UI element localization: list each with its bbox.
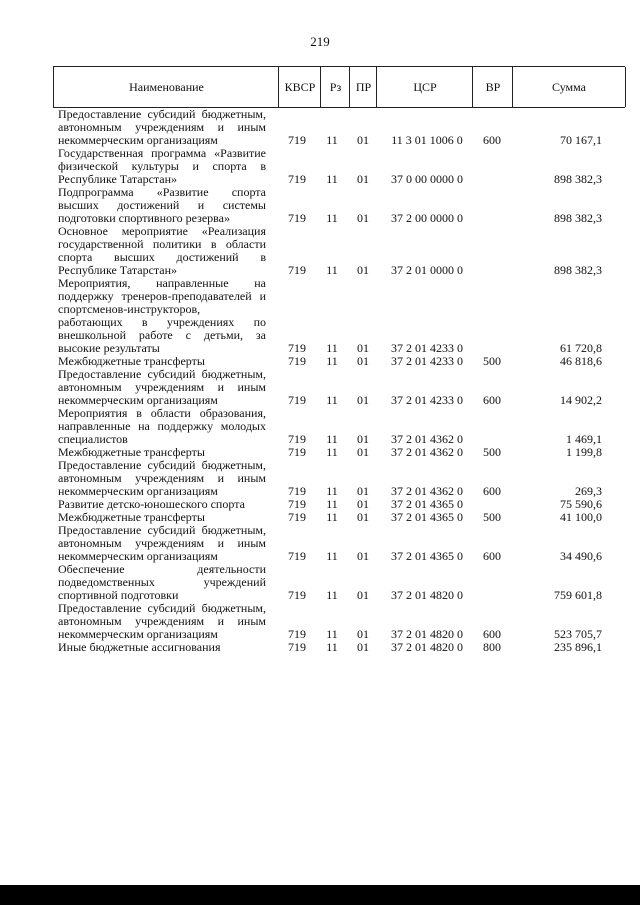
page-number: 219: [310, 34, 330, 49]
row-name: Основное мероприятие «Реализация государственной политики в области спорта высших достижений в Республике Татарстан»: [58, 224, 266, 277]
row-rz: 11: [326, 341, 338, 355]
row-kvsr: 719: [288, 445, 306, 459]
row-vr: 600: [483, 484, 501, 498]
row-pr: 01: [357, 211, 369, 225]
row-rz: 11: [326, 432, 338, 446]
row-kvsr: 719: [288, 133, 306, 147]
row-vr: 600: [483, 627, 501, 641]
row-name: Предоставление субсидий бюджетным, автономным учреждениям и иным некоммерческим организациям: [58, 367, 266, 407]
row-vr: 500: [483, 510, 501, 524]
row-sum: 1 469,1: [566, 432, 602, 446]
row-pr: 01: [357, 263, 369, 277]
row-rz: 11: [326, 263, 338, 277]
row-vr: 600: [483, 393, 501, 407]
row-rz: 11: [326, 354, 338, 368]
table-row: [0, 368, 640, 407]
row-kvsr: 719: [288, 627, 306, 641]
row-rz: 11: [326, 484, 338, 498]
row-name: Мероприятия в области образования, направленные на поддержку молодых специалистов: [58, 406, 266, 446]
row-vr: 600: [483, 549, 501, 563]
row-kvsr: 719: [288, 393, 306, 407]
row-rz: 11: [326, 172, 338, 186]
row-kvsr: 719: [288, 211, 306, 225]
header-pr: ПР: [349, 67, 377, 107]
row-sum: 46 818,6: [560, 354, 602, 368]
table-row: [0, 277, 640, 355]
header-sum: Сумма: [512, 67, 626, 107]
row-pr: 01: [357, 484, 369, 498]
row-sum: 41 100,0: [560, 510, 602, 524]
row-sum: 759 601,8: [554, 588, 602, 602]
row-name: Межбюджетные трансферты: [58, 354, 205, 368]
row-csr: 37 2 01 0000 0: [391, 263, 463, 277]
row-kvsr: 719: [288, 588, 306, 602]
row-name: Мероприятия, направленные на поддержку тренеров-преподавателей и спортсменов-инструкторов, работающих в учреждениях по внешкольной работе с детьми, за высокие результаты: [58, 276, 266, 355]
row-name: Предоставление субсидий бюджетным, автономным учреждениям и иным некоммерческим организациям: [58, 107, 266, 147]
row-rz: 11: [326, 627, 338, 641]
table-row: [0, 641, 640, 654]
row-vr: 500: [483, 445, 501, 459]
row-sum: 70 167,1: [560, 133, 602, 147]
row-pr: 01: [357, 497, 369, 511]
row-name: Межбюджетные трансферты: [58, 445, 205, 459]
row-rz: 11: [326, 445, 338, 459]
table-row: [0, 407, 640, 446]
row-kvsr: 719: [288, 549, 306, 563]
table-row: [0, 147, 640, 186]
table-row: [0, 563, 640, 602]
row-rz: 11: [326, 510, 338, 524]
header-name: Наименование: [53, 67, 279, 107]
row-rz: 11: [326, 393, 338, 407]
row-sum: 14 902,2: [560, 393, 602, 407]
row-sum: 75 590,6: [560, 497, 602, 511]
row-csr: 11 3 01 1006 0: [391, 133, 463, 147]
table-row: [0, 602, 640, 641]
header-rz: Рз: [320, 67, 350, 107]
row-sum: 898 382,3: [554, 263, 602, 277]
row-rz: 11: [326, 549, 338, 563]
row-sum: 898 382,3: [554, 172, 602, 186]
row-csr: 37 0 00 0000 0: [391, 172, 463, 186]
row-name: Государственная программа «Развитие физической культуры и спорта в Республике Татарстан»: [58, 146, 266, 186]
row-kvsr: 719: [288, 432, 306, 446]
row-kvsr: 719: [288, 263, 306, 277]
row-csr: 37 2 01 4820 0: [391, 627, 463, 641]
row-rz: 11: [326, 211, 338, 225]
row-vr: 600: [483, 133, 501, 147]
row-pr: 01: [357, 445, 369, 459]
row-kvsr: 719: [288, 497, 306, 511]
row-rz: 11: [326, 133, 338, 147]
row-pr: 01: [357, 549, 369, 563]
row-sum: 61 720,8: [560, 341, 602, 355]
row-csr: 37 2 01 4233 0: [391, 354, 463, 368]
table-body: [0, 108, 640, 654]
row-csr: 37 2 01 4365 0: [391, 497, 463, 511]
row-pr: 01: [357, 627, 369, 641]
row-kvsr: 719: [288, 640, 306, 654]
row-csr: 37 2 01 4365 0: [391, 549, 463, 563]
scan-border: [0, 885, 640, 905]
row-kvsr: 719: [288, 354, 306, 368]
row-csr: 37 2 01 4820 0: [391, 588, 463, 602]
row-sum: 523 705,7: [554, 627, 602, 641]
row-pr: 01: [357, 172, 369, 186]
row-name: Развитие детско-юношеского спорта: [58, 497, 245, 511]
row-name: Межбюджетные трансферты: [58, 510, 205, 524]
row-pr: 01: [357, 432, 369, 446]
row-rz: 11: [326, 640, 338, 654]
table-row: [0, 186, 640, 225]
row-vr: 500: [483, 354, 501, 368]
row-sum: 34 490,6: [560, 549, 602, 563]
row-pr: 01: [357, 510, 369, 524]
row-pr: 01: [357, 354, 369, 368]
table-row: [0, 524, 640, 563]
row-name: Предоставление субсидий бюджетным, автономным учреждениям и иным некоммерческим организациям: [58, 523, 266, 563]
row-pr: 01: [357, 341, 369, 355]
row-pr: 01: [357, 133, 369, 147]
header-kvsr: КВСР: [278, 67, 321, 107]
row-sum: 898 382,3: [554, 211, 602, 225]
row-rz: 11: [326, 497, 338, 511]
row-kvsr: 719: [288, 510, 306, 524]
table-header: [53, 66, 625, 108]
header-vr: ВР: [472, 67, 513, 107]
row-vr: 800: [483, 640, 501, 654]
row-pr: 01: [357, 393, 369, 407]
row-kvsr: 719: [288, 172, 306, 186]
row-sum: 1 199,8: [566, 445, 602, 459]
table-row: [0, 459, 640, 498]
header-csr: ЦСР: [376, 67, 473, 107]
row-csr: 37 2 00 0000 0: [391, 211, 463, 225]
row-name: Обеспечение деятельности подведомственных учреждений спортивной подготовки: [58, 562, 266, 602]
row-csr: 37 2 01 4233 0: [391, 393, 463, 407]
table-row: [0, 225, 640, 277]
row-csr: 37 2 01 4820 0: [391, 640, 463, 654]
row-kvsr: 719: [288, 341, 306, 355]
row-csr: 37 2 01 4365 0: [391, 510, 463, 524]
row-csr: 37 2 01 4362 0: [391, 445, 463, 459]
row-pr: 01: [357, 588, 369, 602]
row-sum: 269,3: [575, 484, 602, 498]
row-rz: 11: [326, 588, 338, 602]
row-name: Иные бюджетные ассигнования: [58, 640, 221, 654]
row-csr: 37 2 01 4362 0: [391, 432, 463, 446]
row-csr: 37 2 01 4362 0: [391, 484, 463, 498]
row-name: Подпрограмма «Развитие спорта высших достижений и системы подготовки спортивного резерва»: [58, 185, 266, 225]
row-pr: 01: [357, 640, 369, 654]
row-name: Предоставление субсидий бюджетным, автономным учреждениям и иным некоммерческим организациям: [58, 601, 266, 641]
row-sum: 235 896,1: [554, 640, 602, 654]
row-name: Предоставление субсидий бюджетным, автономным учреждениям и иным некоммерческим организациям: [58, 458, 266, 498]
row-csr: 37 2 01 4233 0: [391, 341, 463, 355]
row-kvsr: 719: [288, 484, 306, 498]
table-row: [0, 108, 640, 147]
